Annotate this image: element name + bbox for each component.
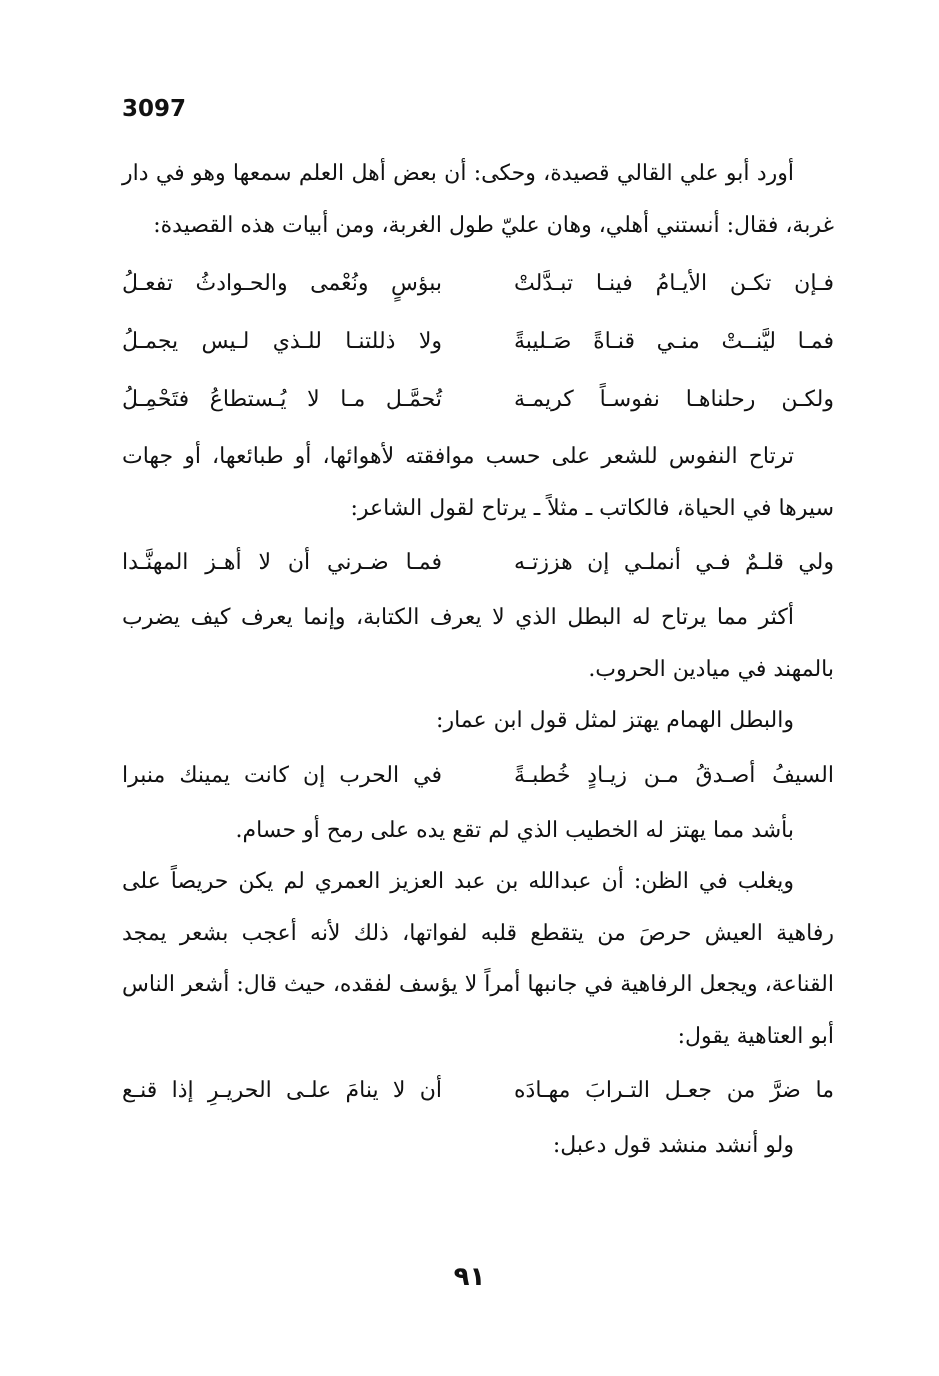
paragraph: ترتاح النفوس للشعر على حسب موافقته لأهوائها، أو طبائعها، أو جهات سيرها في الحياة، فالكاتب ـ مثلاً ـ يرتاح لقول الشاعر: bbox=[122, 444, 834, 521]
paragraph: ويغلب في الظن: أن عبدالله بن عبد العزيز العمري لم يكن حريصاً على رفاهية العيش حرصَ من يتقطع قلبه لفواتها، ذلك لأنه أعجب بشعر يمجد القناعة، ويجعل الرفاهية في جانبها أمراً لا يؤسف لفقده، حيث قال: أشعر الناس أبو العتاهية يقول: bbox=[122, 869, 834, 1049]
paragraph: بأشد مما يهتز له الخطيب الذي لم تقع يده على رمح أو حسام. bbox=[235, 817, 794, 843]
verse-second-hemistich: فمـا ضـرني أن لا أهـز المهنَّـدا bbox=[122, 550, 442, 575]
poem-verse bbox=[122, 313, 834, 371]
document-id: 3097 bbox=[122, 96, 187, 122]
paragraph: أكثر مما يرتاح له البطل الذي لا يعرف الكتابة، وإنما يعرف كيف يضرب بالمهند في ميادين الحروب. bbox=[122, 605, 834, 682]
paragraph: والبطل الهمام يهتز لمثل قول ابن عمار: bbox=[436, 708, 794, 733]
verse-second-hemistich: ببؤسٍ ونُعْمى والحـوادثُ تفعـلُ bbox=[122, 271, 442, 296]
page-body bbox=[122, 148, 834, 1172]
poem-verse bbox=[122, 534, 834, 592]
verse-second-hemistich: ولا ذللتنـا للـذي لـيس يجمـلُ bbox=[122, 329, 442, 354]
poem-verse bbox=[122, 747, 834, 805]
poem-verse bbox=[122, 1062, 834, 1120]
page-number: ٩١ bbox=[453, 1262, 486, 1292]
verse-first-hemistich: فمـا ليَّنــتْ منـي قنـاةً صَـليبةً bbox=[514, 329, 834, 354]
verse-first-hemistich: ما ضرَّ من جعـل التـرابَ مهـادَه bbox=[514, 1078, 834, 1103]
verse-first-hemistich: ولكـن رحلناهـا نفوسـاً كريمـة bbox=[514, 387, 834, 412]
verse-first-hemistich: فـإن تكـن الأيـامُ فينـا تبـدَّلتْ bbox=[514, 271, 834, 296]
paragraph: ولو أنشد منشد قول دعبل: bbox=[552, 1133, 794, 1158]
verse-second-hemistich: في الحرب إن كانت يمينك منبرا bbox=[122, 762, 442, 788]
verse-second-hemistich: أن لا ينامَ علـى الحريـرِ إذا قنـع bbox=[122, 1078, 442, 1103]
poem-verse bbox=[122, 371, 834, 429]
poem-verse bbox=[122, 255, 834, 313]
verse-first-hemistich: ولي قلـمٌ فـي أنملـي إن هززتـه bbox=[514, 550, 834, 575]
paragraph: أورد أبو علي القالي قصيدة، وحكى: أن بعض أهل العلم سمعها وهو في دار غربة، فقال: أنستني أهلي، وهان عليّ طول الغربة، ومن أبيات هذه القصيدة: bbox=[122, 161, 834, 238]
verse-first-hemistich: السيفُ أصـدقُ مـن زيـادٍ خُطبـةً bbox=[514, 762, 834, 788]
poem-block bbox=[122, 255, 834, 429]
verse-second-hemistich: تُحمَّـل مـا لا يُـستطاعُ فتَحْمِـلُ bbox=[122, 387, 442, 412]
